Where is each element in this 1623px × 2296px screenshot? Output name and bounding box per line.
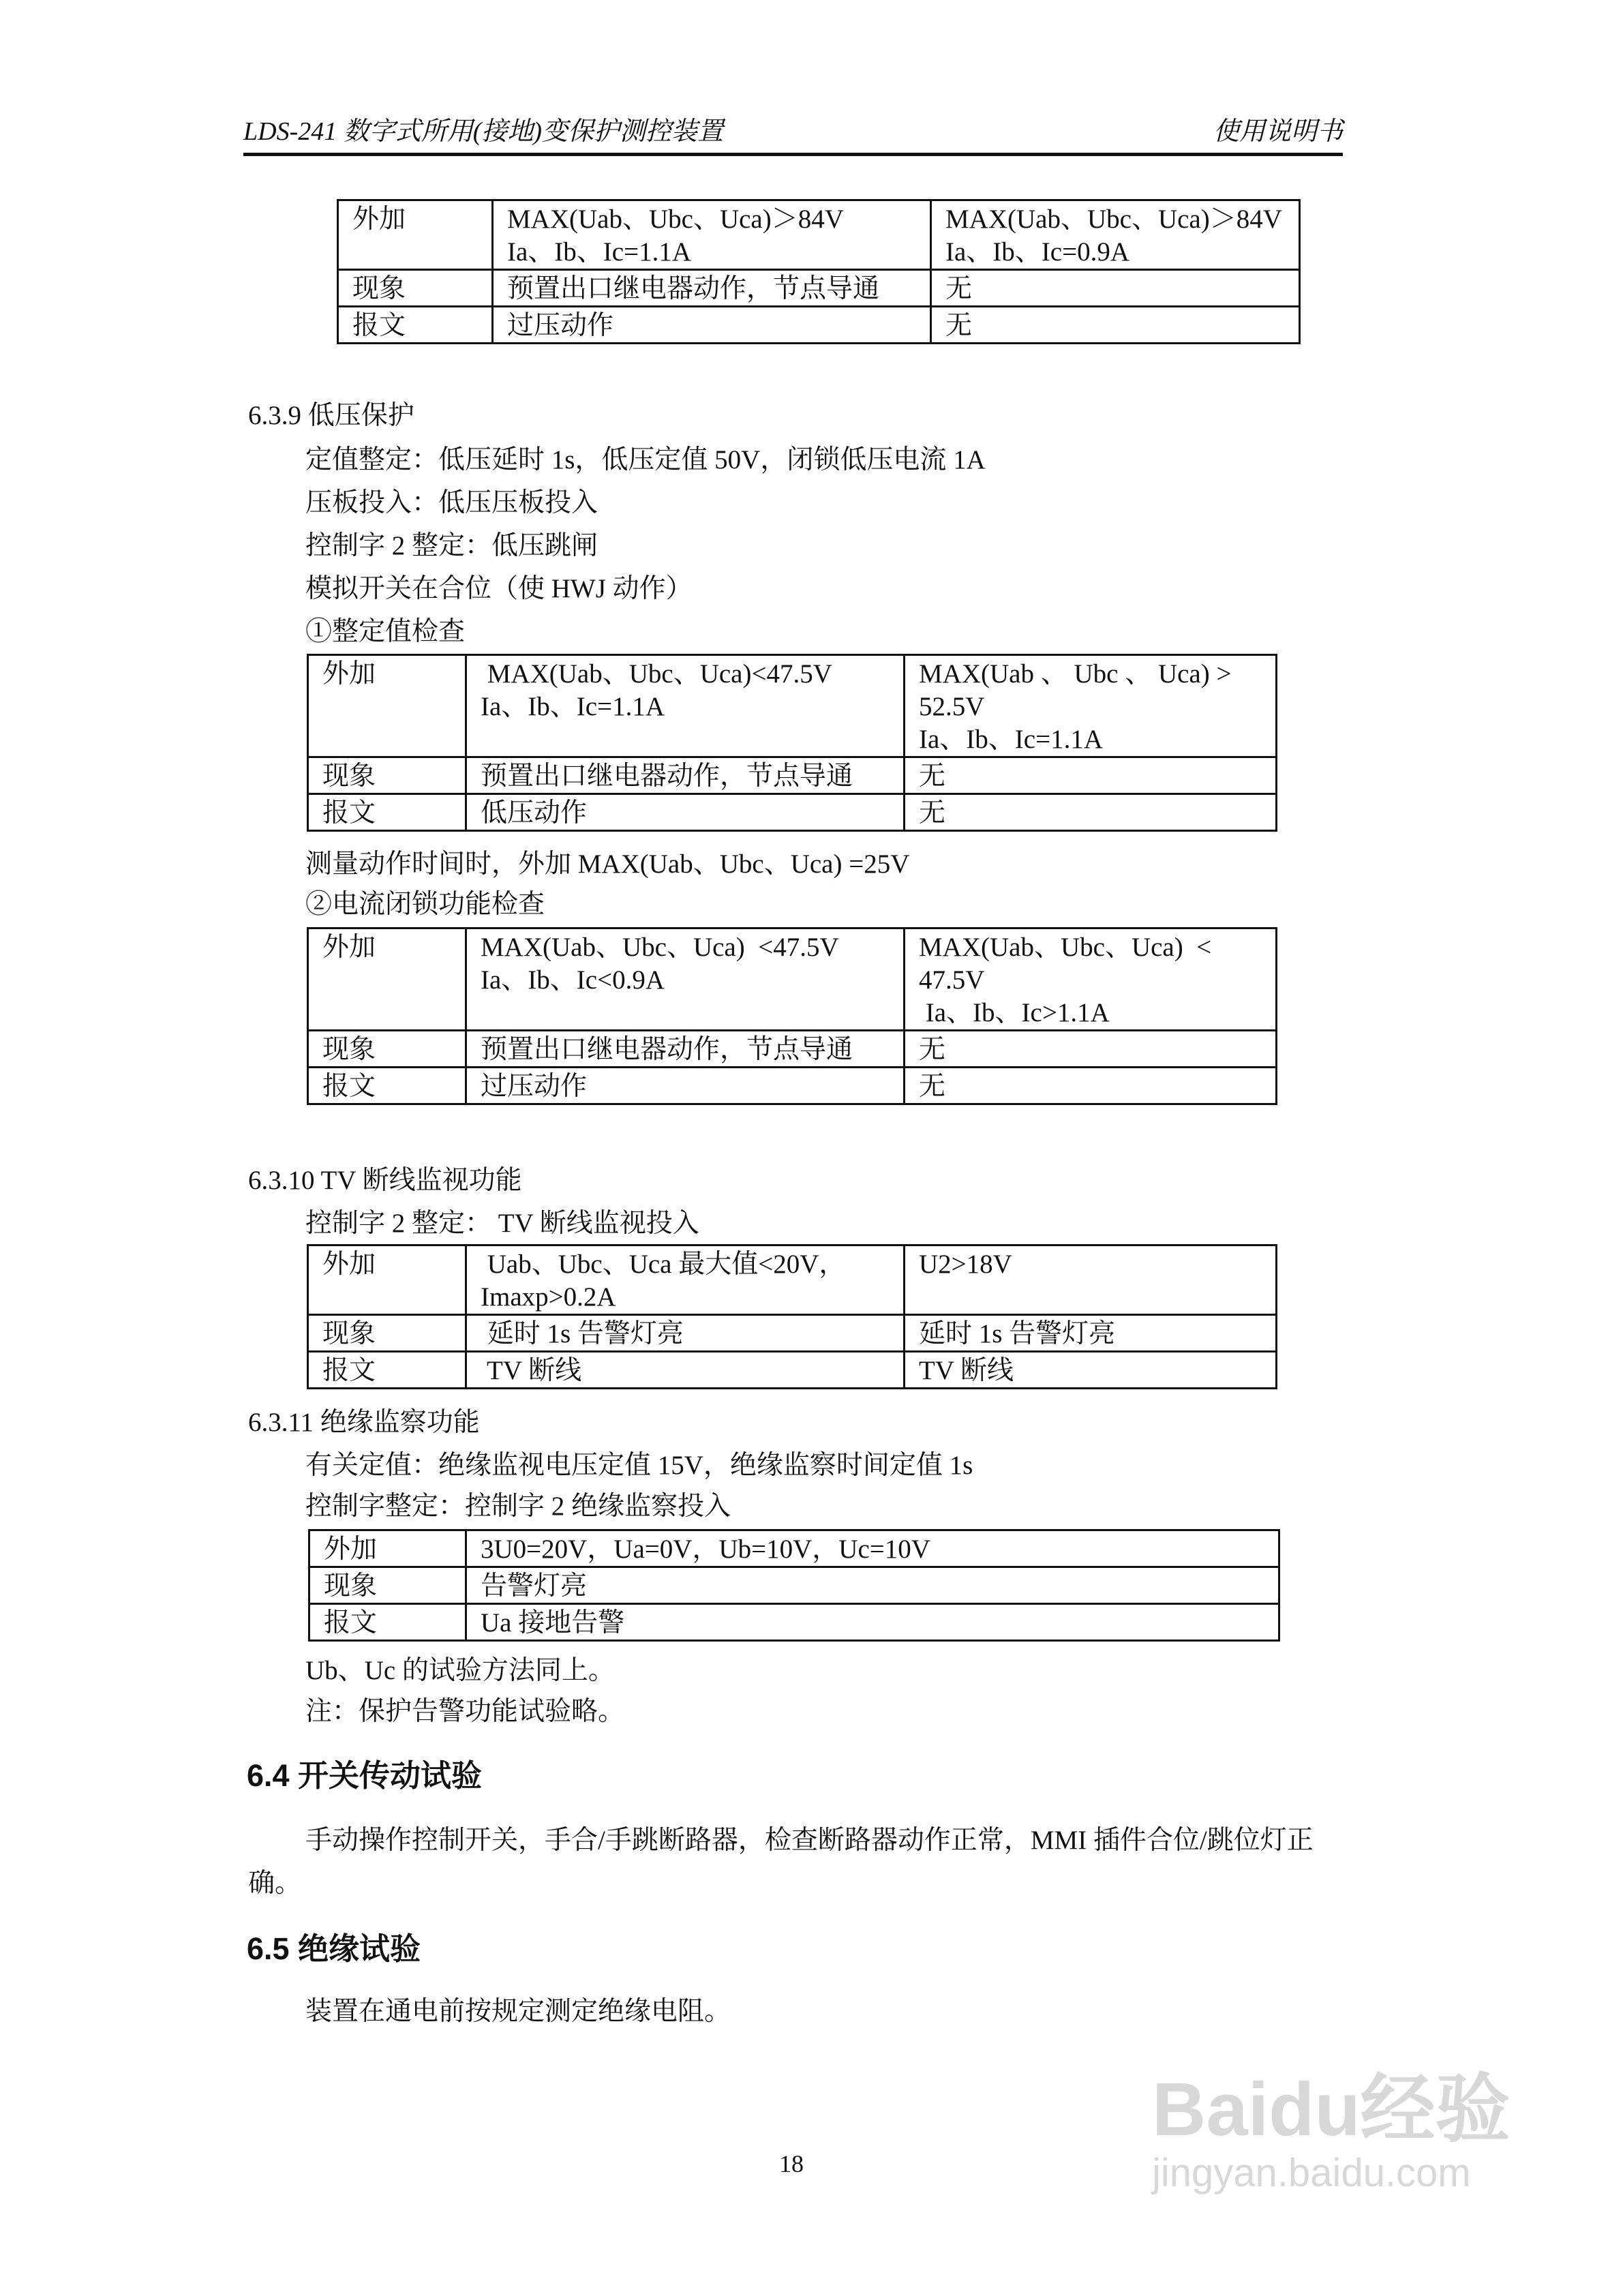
row-label-cell <box>309 1530 466 1567</box>
table-cell <box>905 1352 1277 1389</box>
cell-text: MAX(Uab、Ubc、Uca)＞84V <box>945 205 1282 234</box>
table-cell <box>931 270 1300 307</box>
text-line: 模拟开关在合位（使 HWJ 动作） <box>305 574 693 603</box>
table-cell <box>466 1352 905 1389</box>
text-line: 有关定值：绝缘监视电压定值 15V，绝缘监察时间定值 1s <box>305 1451 973 1480</box>
cell-text: 3U0=20V，Ua=0V，Ub=10V，Uc=10V <box>481 1535 930 1564</box>
table-row <box>308 1245 1277 1315</box>
cell-text: 外加 <box>324 1535 378 1564</box>
cell-text: 外加 <box>322 933 376 962</box>
table-row <box>308 794 1277 831</box>
cell-text: U2>18V <box>919 1250 1012 1279</box>
paragraph: 确。 <box>248 1869 302 1898</box>
cell-text: 预置出口继电器动作，节点导通 <box>507 274 880 303</box>
table-row <box>338 200 1300 270</box>
cell-text: 预置出口继电器动作，节点导通 <box>481 1035 853 1064</box>
cell-text: 无 <box>945 311 973 340</box>
row-label-cell <box>308 1031 466 1068</box>
table-cell <box>493 270 931 307</box>
section-heading: 6.3.9 低压保护 <box>248 401 414 430</box>
cell-text: 无 <box>919 798 946 828</box>
table-cell <box>905 757 1277 794</box>
table-insulation <box>308 1529 1280 1642</box>
table-row <box>308 1031 1277 1068</box>
cell-text: 外加 <box>322 1250 376 1279</box>
table-cell <box>466 1604 1279 1641</box>
header-right: 使用说明书 <box>1213 117 1344 146</box>
cell-text: 延时 1s 告警灯亮 <box>919 1319 1116 1348</box>
cell-text: 外加 <box>352 205 406 234</box>
cell-text: 无 <box>919 1072 946 1101</box>
table-overvoltage <box>337 199 1301 344</box>
table-cell <box>466 655 905 757</box>
table-row <box>338 307 1300 344</box>
table-cell <box>466 928 905 1031</box>
header-title: LDS-241 数字式所用(接地)变保护测控装置 <box>243 117 724 146</box>
table-cell <box>493 200 931 270</box>
subheading: ②电流闭锁功能检查 <box>305 890 545 919</box>
cell-text: 报文 <box>322 1356 376 1385</box>
cell-text: 现象 <box>322 761 376 791</box>
watermark-url: jingyan.baidu.com <box>1152 2151 1471 2195</box>
table-row <box>308 928 1277 1031</box>
cell-text: 现象 <box>352 274 406 303</box>
table-cell <box>466 1068 905 1104</box>
row-label-cell <box>308 794 466 831</box>
table-row <box>338 270 1300 307</box>
table-row <box>309 1567 1279 1604</box>
table-cell <box>466 1031 905 1068</box>
header-rule <box>243 153 1343 156</box>
table-cell <box>466 1567 1279 1604</box>
cell-text: 无 <box>945 274 973 303</box>
row-label-cell <box>338 307 493 344</box>
table-cell <box>931 200 1300 270</box>
cell-text: MAX(Uab、Ubc、Uca) <47.5V <box>481 933 839 962</box>
paragraph: 手动操作控制开关，手合/手跳断路器，检查断路器动作正常，MMI 插件合位/跳位灯正 <box>305 1826 1314 1855</box>
cell-text: 过压动作 <box>507 311 614 340</box>
text-line: 测量动作时间时，外加 MAX(Uab、Ubc、Uca) =25V <box>305 849 910 879</box>
table-tv-break <box>307 1244 1277 1389</box>
table-row <box>309 1530 1279 1567</box>
section-heading: 6.5 绝缘试验 <box>247 1931 421 1966</box>
row-label-cell <box>308 1245 466 1315</box>
cell-text: TV 断线 <box>481 1356 582 1385</box>
row-label-cell <box>308 757 466 794</box>
table-cell <box>466 1530 1279 1567</box>
table-cell <box>466 1315 905 1352</box>
cell-text: 过压动作 <box>481 1072 588 1101</box>
cell-text: 延时 1s 告警灯亮 <box>481 1319 684 1348</box>
cell-text: Ia、Ib、Ic=1.1A <box>919 725 1103 754</box>
table-row <box>308 757 1277 794</box>
cell-text: Ia、Ib、Ic>1.1A <box>919 998 1110 1027</box>
row-label-cell <box>308 655 466 757</box>
table-cell <box>493 307 931 344</box>
cell-text: Imaxp>0.2A <box>481 1282 616 1312</box>
baidu-watermark-logo <box>1152 2068 1511 2199</box>
table-cell <box>905 1031 1277 1068</box>
section-heading: 6.3.10 TV 断线监视功能 <box>248 1166 522 1195</box>
cell-text: Ia、Ib、Ic<0.9A <box>481 965 665 995</box>
watermark-text: Baidu经验 <box>1152 2068 1511 2151</box>
row-label-cell <box>308 1352 466 1389</box>
cell-text: 现象 <box>324 1571 378 1601</box>
cell-text: Ia、Ib、Ic=1.1A <box>481 692 665 721</box>
table-cell <box>905 928 1277 1031</box>
table-cell <box>905 1315 1277 1352</box>
row-label-cell <box>308 1068 466 1104</box>
row-label-cell <box>309 1604 466 1641</box>
table-row <box>309 1604 1279 1641</box>
table-cell <box>905 655 1277 757</box>
cell-text: 报文 <box>322 798 376 828</box>
table-cell <box>466 1245 905 1315</box>
text-line: 控制字 2 整定：低压跳闸 <box>305 531 598 560</box>
cell-text: Uab、Ubc、Uca 最大值<20V， <box>481 1250 846 1279</box>
row-label-cell <box>338 200 493 270</box>
text-line: 定值整定：低压延时 1s，低压定值 50V，闭锁低压电流 1A <box>305 445 986 474</box>
row-label-cell <box>308 928 466 1031</box>
page-number: 18 <box>779 2150 804 2177</box>
table-row <box>308 1352 1277 1389</box>
section-heading: 6.3.11 绝缘监察功能 <box>248 1408 480 1437</box>
cell-text: 无 <box>919 1035 946 1064</box>
text-line: ①整定值检查 <box>305 617 466 646</box>
table-cell <box>466 794 905 831</box>
table-cell <box>466 757 905 794</box>
row-label-cell <box>338 270 493 307</box>
cell-text: Ua 接地告警 <box>481 1608 625 1637</box>
row-label-cell <box>308 1315 466 1352</box>
cell-text: 现象 <box>322 1035 376 1064</box>
text-line: 控制字整定：控制字 2 绝缘监察投入 <box>305 1492 731 1521</box>
table-cell <box>905 1068 1277 1104</box>
table-cell <box>905 1245 1277 1315</box>
section-heading: 6.4 开关传动试验 <box>247 1758 483 1793</box>
table-row <box>308 1315 1277 1352</box>
table-row <box>308 655 1277 757</box>
text-line: 压板投入：低压压板投入 <box>305 488 598 517</box>
cell-text: 报文 <box>324 1608 378 1637</box>
cell-text: 告警灯亮 <box>481 1571 588 1601</box>
cell-text: 无 <box>919 761 946 791</box>
cell-text: 外加 <box>322 659 376 689</box>
cell-text: 低压动作 <box>481 798 588 828</box>
table-cell <box>931 307 1300 344</box>
text-line: Ub、Uc 的试验方法同上。 <box>305 1656 615 1685</box>
cell-text: MAX(Uab、Ubc、Uca)＞84V <box>507 205 844 234</box>
row-label-cell <box>309 1567 466 1604</box>
table-setting-check <box>307 654 1277 832</box>
table-row <box>308 1068 1277 1104</box>
cell-text: MAX(Uab 、 Ubc 、 Uca) > <box>919 659 1232 689</box>
cell-text: MAX(Uab、Ubc、Uca) < <box>919 933 1212 962</box>
cell-text: 预置出口继电器动作，节点导通 <box>481 761 853 791</box>
paragraph: 装置在通电前按规定测定绝缘电阻。 <box>305 1997 731 2026</box>
table-current-lock <box>307 927 1277 1105</box>
cell-text: TV 断线 <box>919 1356 1014 1385</box>
cell-text: 报文 <box>352 311 406 340</box>
cell-text: MAX(Uab、Ubc、Uca)<47.5V <box>481 659 832 689</box>
cell-text: 现象 <box>322 1319 376 1348</box>
text-line: 控制字 2 整定： TV 断线监视投入 <box>305 1209 699 1238</box>
cell-text: 47.5V <box>919 965 985 995</box>
cell-text: 报文 <box>322 1072 376 1101</box>
table-cell <box>905 794 1277 831</box>
cell-text: 52.5V <box>919 692 985 721</box>
text-line: 注：保护告警功能试验略。 <box>305 1697 625 1726</box>
cell-text: Ia、Ib、Ic=1.1A <box>507 237 691 267</box>
cell-text: Ia、Ib、Ic=0.9A <box>945 237 1129 267</box>
